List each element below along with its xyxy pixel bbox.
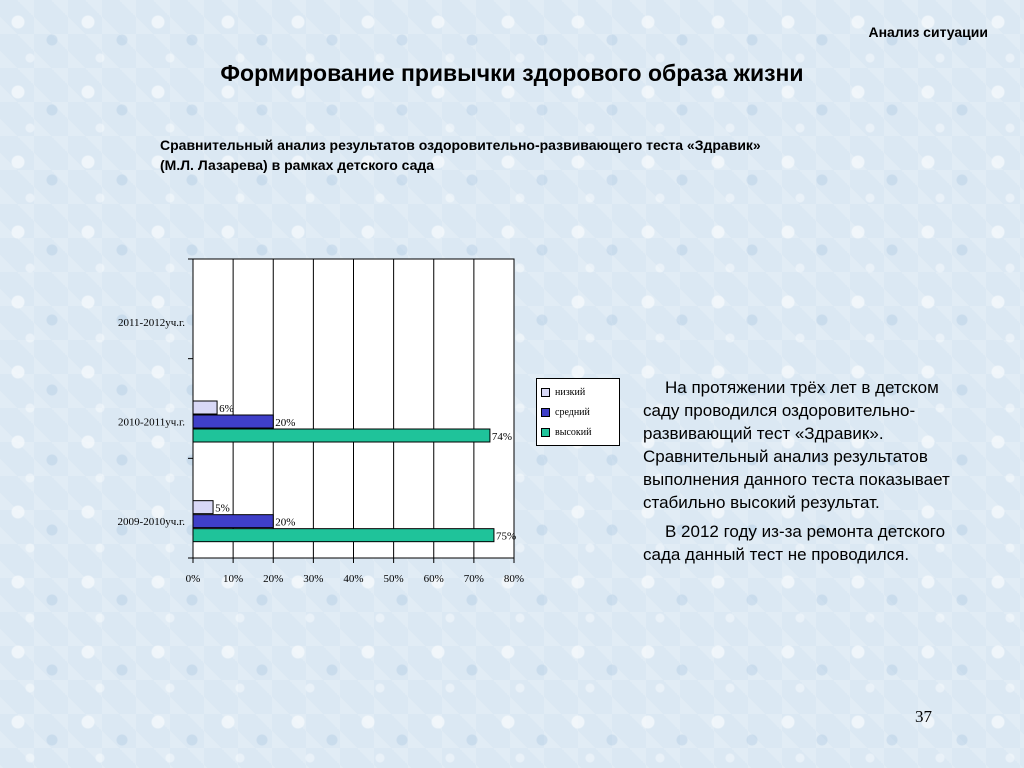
bar [193,529,494,542]
bar [193,515,273,528]
x-tick-label: 0% [185,573,201,585]
y-category-label: 2009-2010уч.г. [117,516,185,529]
bar [193,429,490,442]
legend-swatch-high [541,428,550,437]
x-tick-label: 60% [423,573,444,585]
bar-data-label: 6% [219,403,234,415]
bar-data-label: 75% [495,530,517,543]
legend-item-high [541,422,615,442]
bar-data-label: 74% [491,431,513,443]
bar [193,401,217,414]
legend-label-low: низкий [555,386,586,398]
y-category-label: 2011-2012уч.г. [117,316,185,329]
section-label: Анализ ситуации [868,24,988,40]
bar-data-label: 5% [215,502,230,515]
bar-data-label: 20% [275,417,296,429]
description-text [643,376,963,572]
x-tick-label: 50% [383,573,404,585]
legend-item-low [541,382,615,402]
x-tick-label: 10% [223,573,244,585]
slide-title: Формирование привычки здорового образа жизни [220,60,804,86]
slide-subtitle: Сравнительный анализ результатов оздоровительно-развивающего теста «Здравик» (М.Л. Лазарева) в рамках детского сада [160,137,761,173]
x-tick-label: 20% [263,573,284,585]
legend-swatch-medium [541,408,550,417]
legend-label-high: высокий [555,426,592,438]
x-tick-label: 40% [343,573,364,585]
x-tick-label: 30% [303,573,324,585]
bar [193,501,213,514]
description-paragraph-1: На протяжении трёх лет в детском саду проводился оздоровительно-развивающий тест «Здравик». Сравнительный анализ результатов выполнения данного теста показывает стабильно высокий результат. [643,378,950,512]
x-tick-label: 70% [463,573,484,585]
x-tick-label: 80% [503,573,525,585]
y-category-label: 2010-2011уч.г. [117,416,185,429]
legend-item-medium [541,402,615,422]
bar-data-label: 20% [275,516,296,529]
bar [193,415,273,428]
page-number: 37 [915,707,932,726]
legend-label-medium: средний [555,406,590,418]
legend-swatch-low [541,388,550,397]
chart-legend [536,378,620,446]
description-paragraph-2: В 2012 году из-за ремонта детского сада данный тест не проводился. [643,522,946,564]
